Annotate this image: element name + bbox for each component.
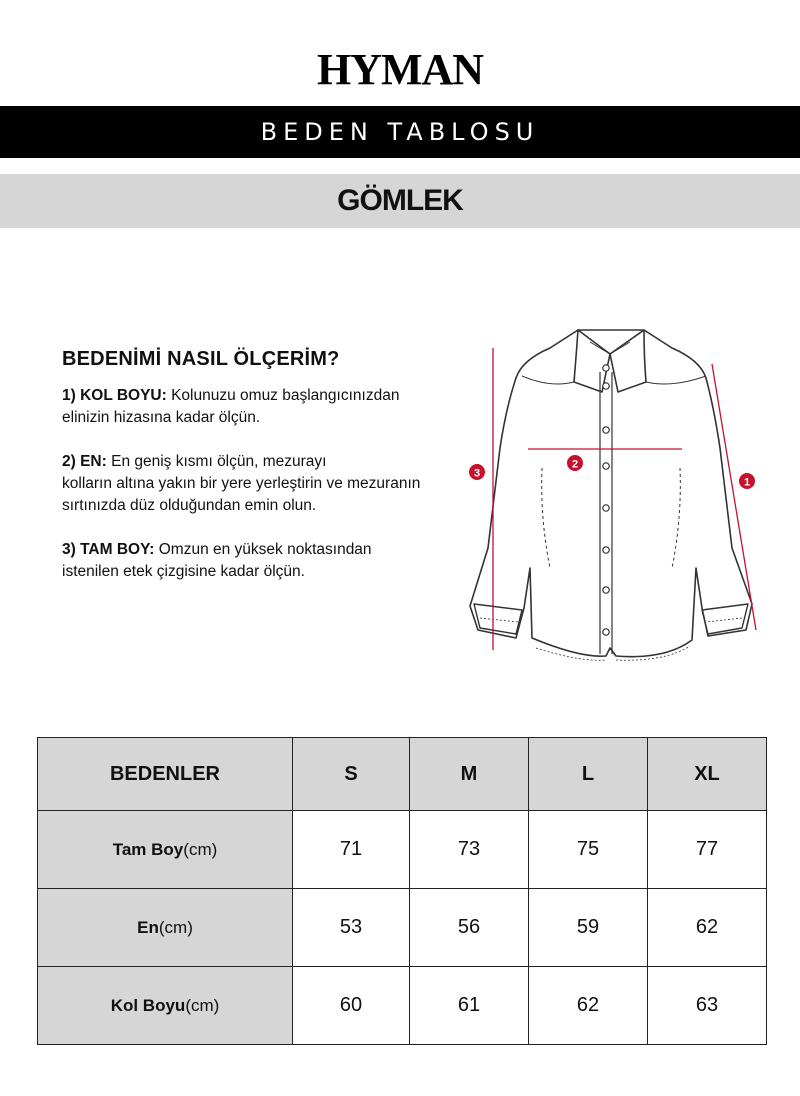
- header-size-s: S: [293, 738, 410, 811]
- table-cell: 56: [410, 889, 529, 967]
- step-text: istenilen etek çizgisine kadar ölçün.: [62, 563, 305, 580]
- step-text: kolların altına yakın bir yere yerleştirin ve mezuranın: [62, 475, 421, 492]
- table-cell: 61: [410, 967, 529, 1045]
- header-size-l: L: [529, 738, 648, 811]
- step-full-length: [62, 539, 472, 583]
- header-size-xl: XL: [648, 738, 767, 811]
- step-sleeve-length: [62, 385, 472, 429]
- marker-3: [469, 464, 485, 480]
- left-cuff: [474, 604, 522, 634]
- table-cell: 59: [529, 889, 648, 967]
- svg-text:2: 2: [571, 458, 579, 471]
- row-label: Kol Boyu(cm): [38, 967, 293, 1045]
- row-label: Tam Boy(cm): [38, 811, 293, 889]
- step-text: sırtınızda düz olduğundan emin olun.: [62, 497, 317, 514]
- row-label: En(cm): [38, 889, 293, 967]
- table-cell: 53: [293, 889, 410, 967]
- step-text: elinizin hizasına kadar ölçün.: [62, 409, 261, 426]
- marker-2: [567, 455, 583, 471]
- right-cuff: [702, 604, 748, 634]
- table-cell: 73: [410, 811, 529, 889]
- svg-text:3: 3: [473, 467, 481, 480]
- guide-title: BEDENİMİ NASIL ÖLÇERİM?: [62, 348, 340, 370]
- measurement-guide: [62, 348, 472, 605]
- step-text: En geniş kısmı ölçün, mezurayı: [111, 453, 327, 470]
- page-title: BEDEN TABLOSU: [0, 106, 800, 158]
- table-cell: 75: [529, 811, 648, 889]
- svg-text:1: 1: [743, 476, 751, 489]
- step-label: 2) EN:: [62, 453, 107, 470]
- brand-logo: HYMAN: [316, 45, 484, 94]
- shirt-body-outline: [470, 330, 752, 657]
- category-title: GÖMLEK: [0, 174, 800, 228]
- size-table: [37, 737, 767, 1045]
- table-row: [38, 967, 767, 1045]
- step-text: Kolunuzu omuz başlangıcınızdan: [171, 387, 400, 404]
- placket: [600, 372, 612, 654]
- header-size-m: M: [410, 738, 529, 811]
- step-width: [62, 451, 472, 517]
- size-table-header: [38, 738, 767, 811]
- table-cell: 62: [529, 967, 648, 1045]
- shirt-diagram: [460, 318, 800, 668]
- step-label: 1) KOL BOYU:: [62, 387, 167, 404]
- sleeve-line: [712, 364, 756, 630]
- table-cell: 62: [648, 889, 767, 967]
- table-cell: 63: [648, 967, 767, 1045]
- step-label: 3) TAM BOY:: [62, 541, 155, 558]
- step-text: Omzun en yüksek noktasından: [158, 541, 372, 558]
- table-row: [38, 889, 767, 967]
- buttons: [603, 365, 609, 635]
- table-cell: 60: [293, 967, 410, 1045]
- table-row: [38, 811, 767, 889]
- marker-1: [739, 473, 755, 489]
- table-cell: 71: [293, 811, 410, 889]
- header-sizes: BEDENLER: [38, 738, 293, 811]
- table-cell: 77: [648, 811, 767, 889]
